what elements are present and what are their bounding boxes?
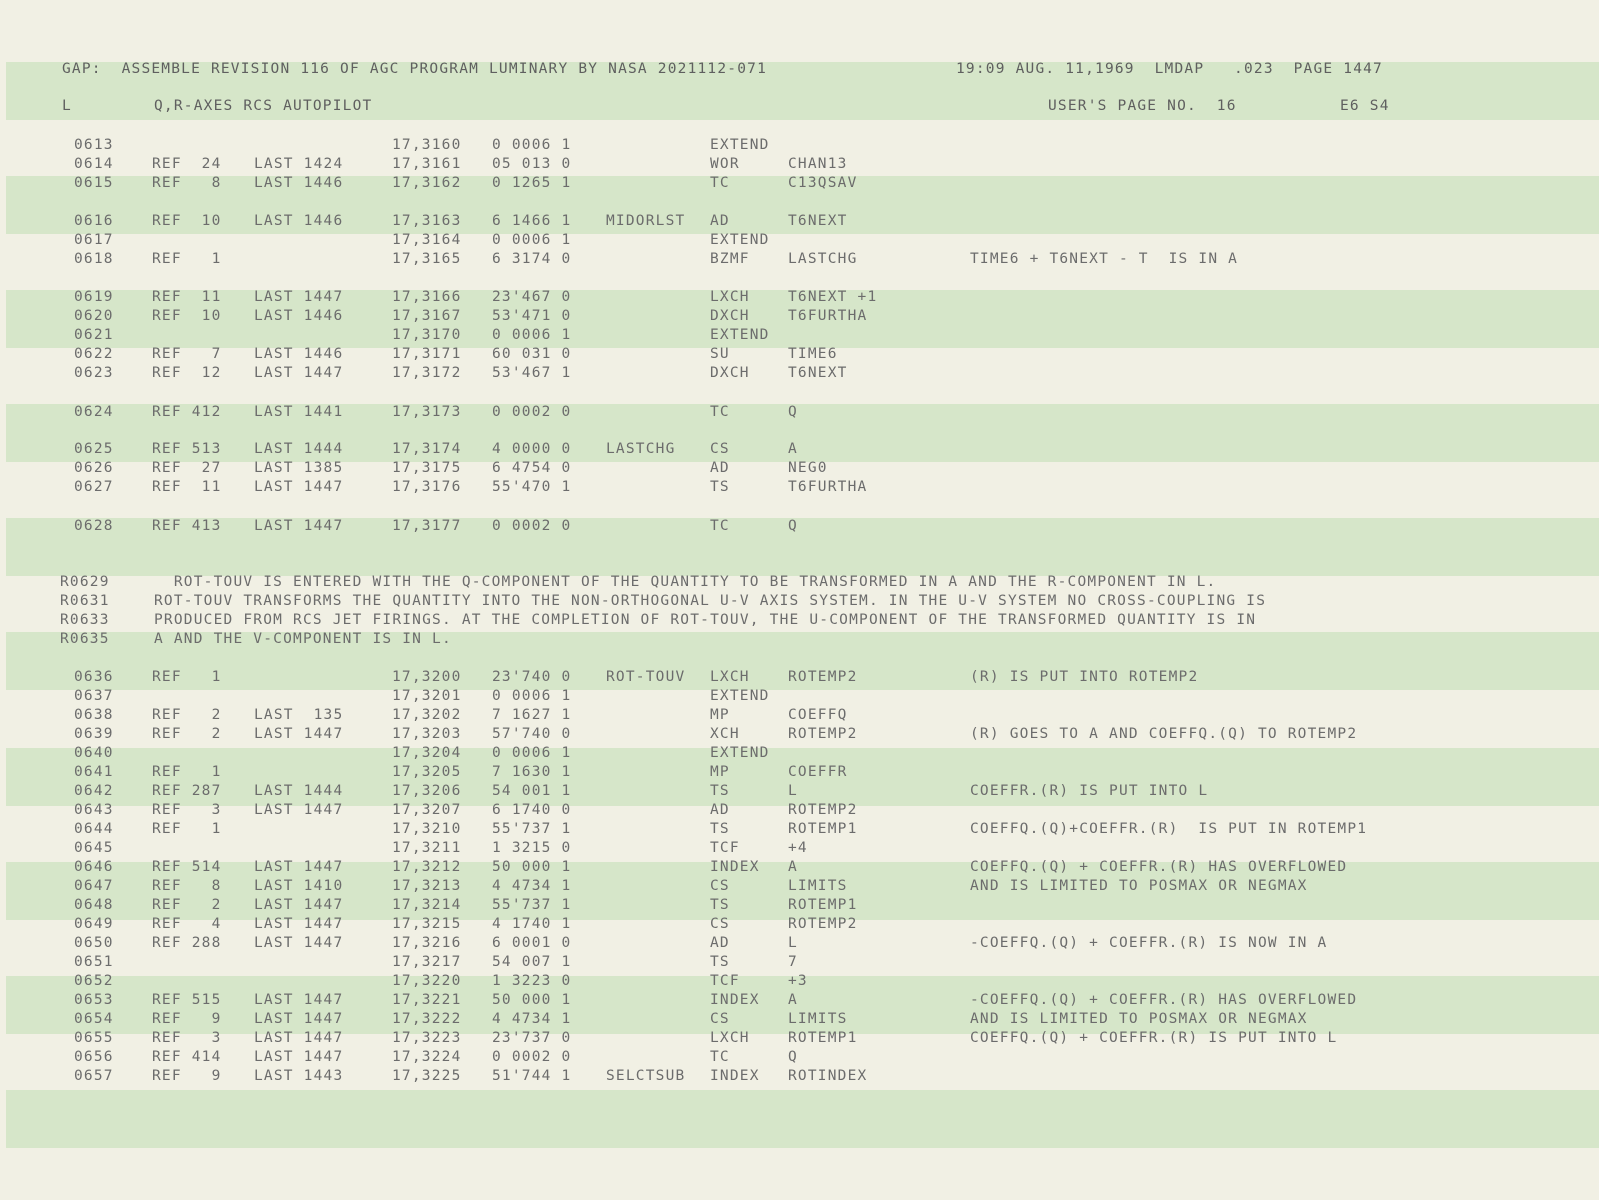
listing-addr: 17,3174	[392, 441, 462, 457]
listing-addr: 17,3214	[392, 897, 462, 913]
listing-operand: ROTINDEX	[788, 1068, 868, 1084]
listing-op: DXCH	[710, 365, 750, 381]
listing-ref: REF 412	[152, 404, 222, 420]
listing-ref: REF 10	[152, 308, 222, 324]
listing-ref: REF 11	[152, 289, 222, 305]
listing-seq: 0621	[74, 327, 114, 343]
listing-operand: A	[788, 859, 798, 875]
listing-last: LAST 1447	[254, 1011, 344, 1027]
listing-ref: REF 3	[152, 1030, 222, 1046]
listing-last: LAST 1447	[254, 289, 344, 305]
listing-ref: REF 27	[152, 460, 222, 476]
remark-seq: R0629	[60, 574, 110, 590]
listing-ref: REF 1	[152, 821, 222, 837]
listing-last: LAST 1447	[254, 897, 344, 913]
listing-code: 23'737 0	[492, 1030, 572, 1046]
listing-op: TS	[710, 783, 730, 799]
listing-code: 0 0002 0	[492, 404, 572, 420]
listing-ref: REF 287	[152, 783, 222, 799]
listing-operand: Q	[788, 1049, 798, 1065]
listing-comment: COEFFR.(R) IS PUT INTO L	[970, 783, 1209, 799]
listing-last: LAST 1446	[254, 308, 344, 324]
listing-operand: T6NEXT	[788, 213, 848, 229]
listing-operand: LIMITS	[788, 878, 848, 894]
listing-seq: 0638	[74, 707, 114, 723]
listing-seq: 0655	[74, 1030, 114, 1046]
listing-op: MP	[710, 764, 730, 780]
listing-label: SELCTSUB	[606, 1068, 686, 1084]
listing-last: LAST 1447	[254, 726, 344, 742]
listing-ref: REF 413	[152, 518, 222, 534]
listing-addr: 17,3173	[392, 404, 462, 420]
listing-code: 50 000 1	[492, 859, 572, 875]
listing-op: SU	[710, 346, 730, 362]
listing-seq: 0656	[74, 1049, 114, 1065]
listing-operand: LIMITS	[788, 1011, 848, 1027]
listing-addr: 17,3216	[392, 935, 462, 951]
header-date-page: 19:09 AUG. 11,1969 LMDAP .023 PAGE 1447	[956, 61, 1383, 77]
listing-ref: REF 9	[152, 1068, 222, 1084]
listing-addr: 17,3220	[392, 973, 462, 989]
listing-code: 51'744 1	[492, 1068, 572, 1084]
listing-seq: 0627	[74, 479, 114, 495]
listing-operand: ROTEMP1	[788, 821, 858, 837]
listing-op: AD	[710, 213, 730, 229]
listing-addr: 17,3224	[392, 1049, 462, 1065]
listing-code: 0 0006 1	[492, 327, 572, 343]
listing-last: LAST 1447	[254, 916, 344, 932]
listing-operand: ROTEMP2	[788, 802, 858, 818]
listing-ref: REF 12	[152, 365, 222, 381]
listing-seq: 0640	[74, 745, 114, 761]
listing-code: 0 0006 1	[492, 745, 572, 761]
listing-op: TS	[710, 897, 730, 913]
listing-code: 53'467 1	[492, 365, 572, 381]
listing-ref: REF 288	[152, 935, 222, 951]
listing-last: LAST 1443	[254, 1068, 344, 1084]
listing-addr: 17,3170	[392, 327, 462, 343]
listing-addr: 17,3204	[392, 745, 462, 761]
listing-ref: REF 514	[152, 859, 222, 875]
listing-ref: REF 24	[152, 156, 222, 172]
listing-operand: TIME6	[788, 346, 838, 362]
listing-op: TS	[710, 821, 730, 837]
listing-comment: AND IS LIMITED TO POSMAX OR NEGMAX	[970, 1011, 1308, 1027]
listing-code: 55'737 1	[492, 897, 572, 913]
header-assembly-title: GAP: ASSEMBLE REVISION 116 OF AGC PROGRAM LUMINARY BY NASA 2021112-071	[62, 61, 768, 77]
listing-addr: 17,3175	[392, 460, 462, 476]
listing-last: LAST 1447	[254, 1030, 344, 1046]
listing-operand: A	[788, 992, 798, 1008]
listing-code: 4 4734 1	[492, 1011, 572, 1027]
listing-code: 54 001 1	[492, 783, 572, 799]
listing-op: TC	[710, 1049, 730, 1065]
listing-last: LAST 1447	[254, 992, 344, 1008]
listing-comment: COEFFQ.(Q) + COEFFR.(R) IS PUT INTO L	[970, 1030, 1338, 1046]
listing-code: 4 0000 0	[492, 441, 572, 457]
listing-ref: REF 414	[152, 1049, 222, 1065]
remark-seq: R0633	[60, 612, 110, 628]
listing-last: LAST 1447	[254, 802, 344, 818]
listing-code: 0 0006 1	[492, 137, 572, 153]
listing-addr: 17,3167	[392, 308, 462, 324]
listing-addr: 17,3223	[392, 1030, 462, 1046]
listing-code: 0 0002 0	[492, 1049, 572, 1065]
listing-comment: -COEFFQ.(Q) + COEFFR.(R) HAS OVERFLOWED	[970, 992, 1358, 1008]
listing-comment: (R) GOES TO A AND COEFFQ.(Q) TO ROTEMP2	[970, 726, 1358, 742]
listing-addr: 17,3165	[392, 251, 462, 267]
listing-last: LAST 1446	[254, 213, 344, 229]
header-code: E6 S4	[1340, 98, 1390, 114]
listing-seq: 0620	[74, 308, 114, 324]
listing-seq: 0650	[74, 935, 114, 951]
listing-code: 0 0006 1	[492, 688, 572, 704]
listing-ref: REF 4	[152, 916, 222, 932]
listing-comment: COEFFQ.(Q)+COEFFR.(R) IS PUT IN ROTEMP1	[970, 821, 1368, 837]
listing-ref: REF 8	[152, 175, 222, 191]
listing-seq: 0651	[74, 954, 114, 970]
listing-addr: 17,3222	[392, 1011, 462, 1027]
listing-code: 4 1740 1	[492, 916, 572, 932]
listing-ref: REF 2	[152, 707, 222, 723]
listing-label: LASTCHG	[606, 441, 676, 457]
listing-op: CS	[710, 1011, 730, 1027]
remark-text: PRODUCED FROM RCS JET FIRINGS. AT THE COMPLETION OF ROT-TOUV, THE U-COMPONENT OF THE TRANSFORMED QUANTITY IS IN	[154, 612, 1257, 628]
listing-op: DXCH	[710, 308, 750, 324]
listing-addr: 17,3210	[392, 821, 462, 837]
listing-addr: 17,3166	[392, 289, 462, 305]
listing-code: 6 1466 1	[492, 213, 572, 229]
listing-addr: 17,3206	[392, 783, 462, 799]
listing-op: TC	[710, 518, 730, 534]
listing-ref: REF 1	[152, 764, 222, 780]
listing-seq: 0616	[74, 213, 114, 229]
listing-code: 54 007 1	[492, 954, 572, 970]
listing-op: BZMF	[710, 251, 750, 267]
header-line-1	[0, 60, 1383, 78]
listing-seq: 0618	[74, 251, 114, 267]
listing-comment: TIME6 + T6NEXT - T IS IN A	[970, 251, 1239, 267]
listing-code: 55'737 1	[492, 821, 572, 837]
listing-op: TC	[710, 175, 730, 191]
listing-last: LAST 1444	[254, 783, 344, 799]
listing-operand: LASTCHG	[788, 251, 858, 267]
listing-operand: T6FURTHA	[788, 308, 868, 324]
listing-ref: REF 7	[152, 346, 222, 362]
listing-seq: 0637	[74, 688, 114, 704]
listing-addr: 17,3202	[392, 707, 462, 723]
listing-operand: NEG0	[788, 460, 828, 476]
header-line-2	[0, 97, 1390, 115]
listing-ref: REF 515	[152, 992, 222, 1008]
remark-seq: R0631	[60, 593, 110, 609]
listing-addr: 17,3164	[392, 232, 462, 248]
listing-operand: 7	[788, 954, 798, 970]
listing-addr: 17,3176	[392, 479, 462, 495]
listing-op: TS	[710, 479, 730, 495]
listing-code: 1 3223 0	[492, 973, 572, 989]
listing-operand: CHAN13	[788, 156, 848, 172]
listing-code: 0 1265 1	[492, 175, 572, 191]
listing-seq: 0645	[74, 840, 114, 856]
listing-op: XCH	[710, 726, 740, 742]
listing-seq: 0649	[74, 916, 114, 932]
listing-last: LAST 135	[254, 707, 344, 723]
listing-operand: Q	[788, 518, 798, 534]
listing-seq: 0657	[74, 1068, 114, 1084]
listing-ref: REF 2	[152, 726, 222, 742]
listing-operand: COEFFR	[788, 764, 848, 780]
listing-op: MP	[710, 707, 730, 723]
listing-seq: 0653	[74, 992, 114, 1008]
listing-operand: ROTEMP2	[788, 669, 858, 685]
listing-last: LAST 1385	[254, 460, 344, 476]
listing-last: LAST 1447	[254, 518, 344, 534]
listing-op: TCF	[710, 840, 740, 856]
listing-operand: +3	[788, 973, 808, 989]
listing-addr: 17,3200	[392, 669, 462, 685]
listing-op: WOR	[710, 156, 740, 172]
listing-comment: AND IS LIMITED TO POSMAX OR NEGMAX	[970, 878, 1308, 894]
listing-seq: 0615	[74, 175, 114, 191]
listing-ref: REF 1	[152, 251, 222, 267]
listing-addr: 17,3161	[392, 156, 462, 172]
listing-seq: 0647	[74, 878, 114, 894]
listing-op: AD	[710, 460, 730, 476]
listing-code: 7 1630 1	[492, 764, 572, 780]
listing-operand: ROTEMP2	[788, 916, 858, 932]
listing-seq: 0643	[74, 802, 114, 818]
listing-last: LAST 1447	[254, 1049, 344, 1065]
listing-addr: 17,3211	[392, 840, 462, 856]
listing-last: LAST 1447	[254, 479, 344, 495]
listing-op: AD	[710, 802, 730, 818]
listing-addr: 17,3172	[392, 365, 462, 381]
listing-code: 50 000 1	[492, 992, 572, 1008]
listing-addr: 17,3207	[392, 802, 462, 818]
listing-ref: REF 2	[152, 897, 222, 913]
listing-seq: 0654	[74, 1011, 114, 1027]
header-section-title: Q,R-AXES RCS AUTOPILOT	[154, 98, 373, 114]
listing-code: 6 3174 0	[492, 251, 572, 267]
listing-seq: 0623	[74, 365, 114, 381]
listing-op: TS	[710, 954, 730, 970]
listing-last: LAST 1444	[254, 441, 344, 457]
listing-code: 05 013 0	[492, 156, 572, 172]
listing-last: LAST 1447	[254, 935, 344, 951]
listing-op: TC	[710, 404, 730, 420]
listing-op: INDEX	[710, 859, 760, 875]
listing-op: AD	[710, 935, 730, 951]
listing-addr: 17,3221	[392, 992, 462, 1008]
listing-code: 53'471 0	[492, 308, 572, 324]
listing-addr: 17,3163	[392, 213, 462, 229]
listing-seq: 0622	[74, 346, 114, 362]
listing-ref: REF 10	[152, 213, 222, 229]
listing-op: EXTEND	[710, 688, 770, 704]
listing-code: 6 4754 0	[492, 460, 572, 476]
listing-code: 6 0001 0	[492, 935, 572, 951]
listing-addr: 17,3171	[392, 346, 462, 362]
listing-seq: 0641	[74, 764, 114, 780]
listing-last: LAST 1441	[254, 404, 344, 420]
listing-code: 23'467 0	[492, 289, 572, 305]
listing-last: LAST 1446	[254, 346, 344, 362]
listing-op: CS	[710, 878, 730, 894]
listing-label: ROT-TOUV	[606, 669, 686, 685]
listing-seq: 0639	[74, 726, 114, 742]
listing-addr: 17,3215	[392, 916, 462, 932]
listing-operand: COEFFQ	[788, 707, 848, 723]
listing-seq: 0613	[74, 137, 114, 153]
listing-seq: 0628	[74, 518, 114, 534]
listing-addr: 17,3225	[392, 1068, 462, 1084]
listing-operand: A	[788, 441, 798, 457]
listing-addr: 17,3217	[392, 954, 462, 970]
listing-ref: REF 3	[152, 802, 222, 818]
listing-operand: T6NEXT	[788, 365, 848, 381]
listing-code: 1 3215 0	[492, 840, 572, 856]
listing-code: 0 0002 0	[492, 518, 572, 534]
header-flag: L	[62, 98, 72, 114]
listing-addr: 17,3162	[392, 175, 462, 191]
listing-seq: 0648	[74, 897, 114, 913]
listing-op: LXCH	[710, 1030, 750, 1046]
remark-text: ROT-TOUV IS ENTERED WITH THE Q-COMPONENT OF THE QUANTITY TO BE TRANSFORMED IN A AND THE R-COMPONENT IN L.	[154, 574, 1217, 590]
listing-code: 55'470 1	[492, 479, 572, 495]
listing-op: CS	[710, 916, 730, 932]
listing-code: 0 0006 1	[492, 232, 572, 248]
listing-ref: REF 1	[152, 669, 222, 685]
listing-code: 57'740 0	[492, 726, 572, 742]
listing-seq: 0644	[74, 821, 114, 837]
listing-seq: 0636	[74, 669, 114, 685]
listing-addr: 17,3205	[392, 764, 462, 780]
listing-seq: 0614	[74, 156, 114, 172]
listing-seq: 0619	[74, 289, 114, 305]
listing-last: LAST 1424	[254, 156, 344, 172]
listing-seq: 0625	[74, 441, 114, 457]
listing-operand: Q	[788, 404, 798, 420]
listing-comment: -COEFFQ.(Q) + COEFFR.(R) IS NOW IN A	[970, 935, 1328, 951]
listing-operand: L	[788, 783, 798, 799]
listing-seq: 0642	[74, 783, 114, 799]
remark-text: ROT-TOUV TRANSFORMS THE QUANTITY INTO THE NON-ORTHOGONAL U-V AXIS SYSTEM. IN THE U-V SYSTEM NO CROSS-COUPLING IS	[154, 593, 1267, 609]
listing-addr: 17,3213	[392, 878, 462, 894]
listing-addr: 17,3177	[392, 518, 462, 534]
listing-seq: 0626	[74, 460, 114, 476]
listing-ref: REF 8	[152, 878, 222, 894]
listing-operand: ROTEMP1	[788, 1030, 858, 1046]
listing-code: 6 1740 0	[492, 802, 572, 818]
listing-addr: 17,3160	[392, 137, 462, 153]
listing-op: EXTEND	[710, 137, 770, 153]
listing-seq: 0617	[74, 232, 114, 248]
listing-code: 23'740 0	[492, 669, 572, 685]
listing-label: MIDORLST	[606, 213, 686, 229]
listing-seq: 0646	[74, 859, 114, 875]
listing-addr: 17,3201	[392, 688, 462, 704]
listing-comment: COEFFQ.(Q) + COEFFR.(R) HAS OVERFLOWED	[970, 859, 1348, 875]
listing-ref: REF 513	[152, 441, 222, 457]
listing-op: INDEX	[710, 1068, 760, 1084]
listing-operand: ROTEMP2	[788, 726, 858, 742]
listing-op: LXCH	[710, 289, 750, 305]
listing-addr: 17,3212	[392, 859, 462, 875]
listing-last: LAST 1410	[254, 878, 344, 894]
listing-op: EXTEND	[710, 327, 770, 343]
listing-operand: T6NEXT +1	[788, 289, 878, 305]
remark-seq: R0635	[60, 631, 110, 647]
remark-text: A AND THE V-COMPONENT IS IN L.	[154, 631, 452, 647]
listing-op: LXCH	[710, 669, 750, 685]
listing-last: LAST 1446	[254, 175, 344, 191]
listing-op: CS	[710, 441, 730, 457]
listing-operand: T6FURTHA	[788, 479, 868, 495]
listing-addr: 17,3203	[392, 726, 462, 742]
listing-code: 60 031 0	[492, 346, 572, 362]
listing-operand: C13QSAV	[788, 175, 858, 191]
listing-operand: L	[788, 935, 798, 951]
listing-code: 7 1627 1	[492, 707, 572, 723]
header-user-page: USER'S PAGE NO. 16	[1048, 98, 1237, 114]
listing-last: LAST 1447	[254, 859, 344, 875]
listing-seq: 0652	[74, 973, 114, 989]
listing-last: LAST 1447	[254, 365, 344, 381]
listing-code: 4 4734 1	[492, 878, 572, 894]
listing-op: EXTEND	[710, 745, 770, 761]
listing-comment: (R) IS PUT INTO ROTEMP2	[970, 669, 1199, 685]
listing-op: INDEX	[710, 992, 760, 1008]
listing-operand: ROTEMP1	[788, 897, 858, 913]
listing-op: TCF	[710, 973, 740, 989]
listing-seq: 0624	[74, 404, 114, 420]
listing-op: EXTEND	[710, 232, 770, 248]
listing-operand: +4	[788, 840, 808, 856]
listing-ref: REF 9	[152, 1011, 222, 1027]
listing-ref: REF 11	[152, 479, 222, 495]
